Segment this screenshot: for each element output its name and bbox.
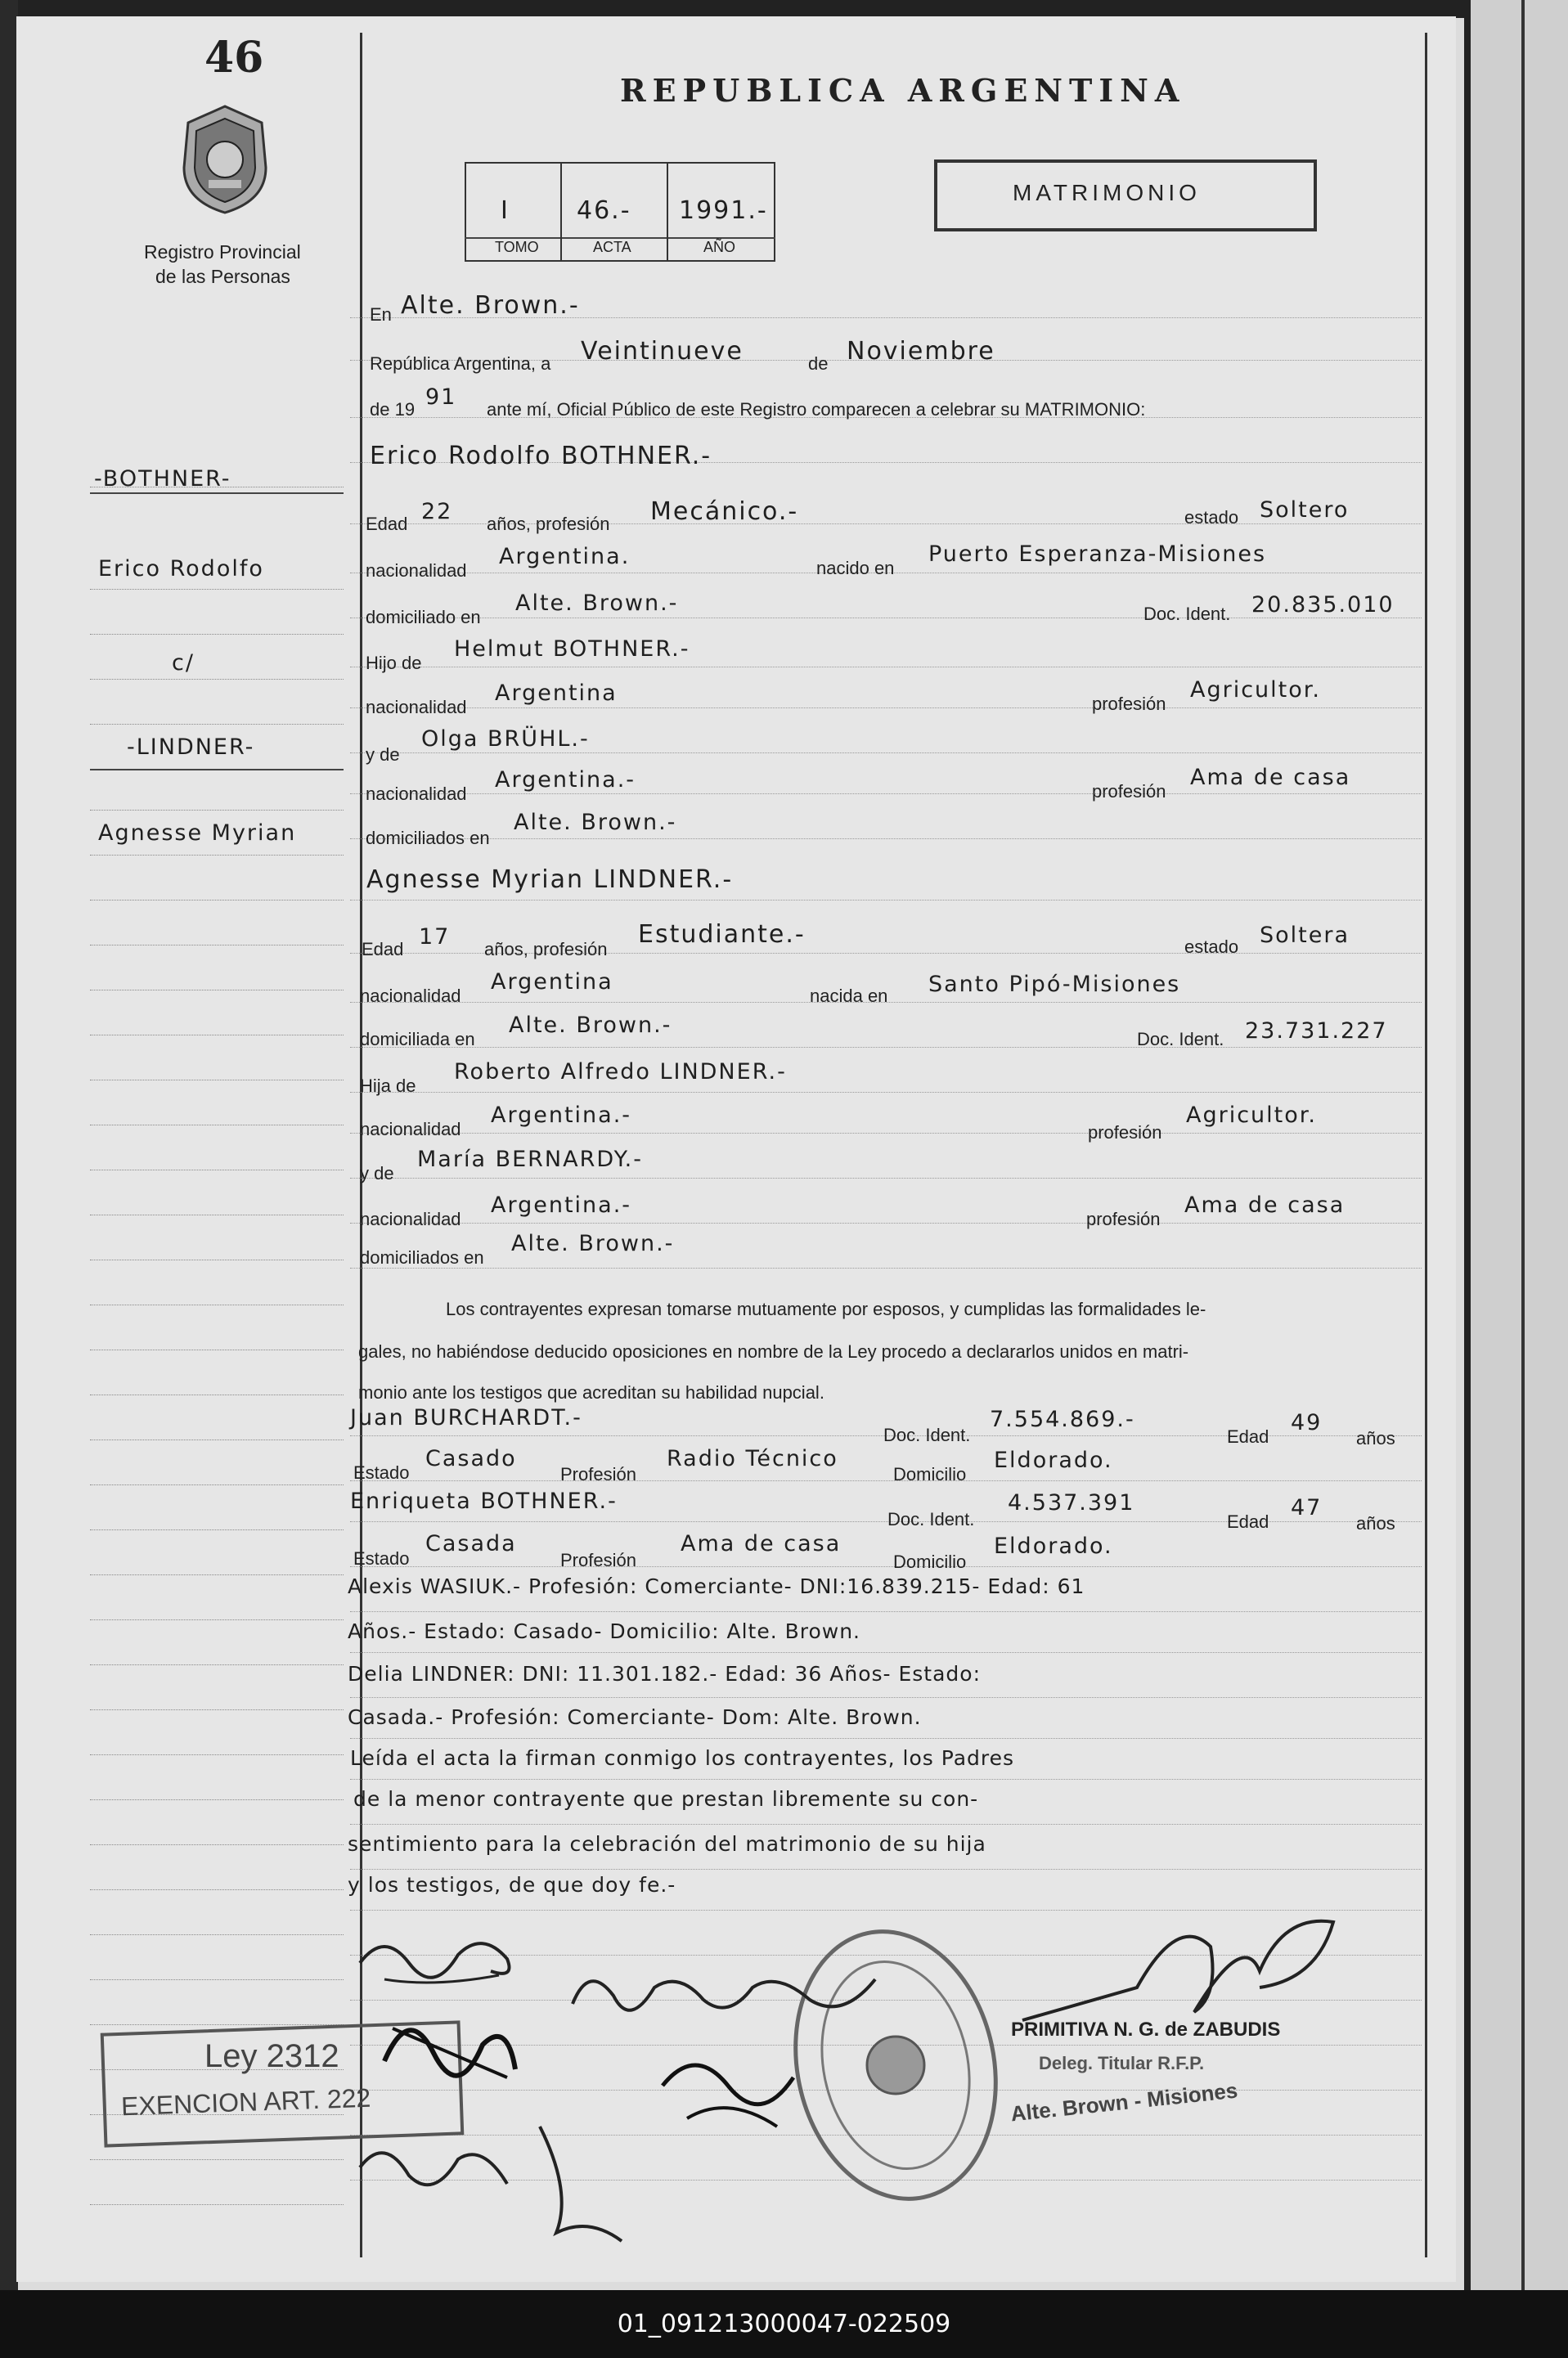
statement-line1: Los contrayentes expresan tomarse mutuamente por esposos, y cumplidas las formalidades le- (446, 1299, 1206, 1319)
anio-label: AÑO (703, 239, 736, 255)
groom-padre-nac-label: nacionalidad (366, 697, 467, 717)
witness1-dom: Eldorado. (994, 1448, 1113, 1473)
stamp-exencion: EXENCION ART. 222 (120, 2082, 371, 2122)
bride-hija-label: Hija de (360, 1076, 416, 1096)
groom-doc: 20.835.010 (1251, 592, 1395, 618)
handwritten-line2: Años.- Estado: Casado- Domicilio: Alte. Brown. (348, 1619, 861, 1643)
handwritten-line5: Leída el acta la firman conmigo los contrayentes, los Padres (350, 1746, 1015, 1770)
groom-padre: Helmut BOTHNER.- (454, 636, 690, 662)
groom-padre-nac: Argentina (495, 680, 618, 706)
groom-edad-label: Edad (366, 514, 408, 534)
margin-solid-line-1 (90, 492, 344, 494)
file-identifier: 01_091213000047-022509 (0, 2290, 1568, 2358)
anio-value: 1991.- (679, 196, 768, 225)
groom-madre-nac-label: nacionalidad (366, 784, 467, 804)
groom-padre-prof-label: profesión (1092, 694, 1166, 714)
handwritten-line4: Casada.- Profesión: Comerciante- Dom: Alte. Brown. (348, 1705, 922, 1729)
page-number: 46 (204, 33, 264, 83)
year-value: 91 (425, 384, 457, 410)
month-value: Noviembre (847, 337, 995, 366)
bride-estado-label: estado (1184, 936, 1239, 957)
bride-nacida-label: nacida en (810, 986, 888, 1006)
signature-official (523, 2110, 638, 2249)
signature-lindner (376, 1996, 523, 2094)
witness2-edad: 47 (1291, 1495, 1323, 1520)
witness2-prof: Ama de casa (681, 1531, 842, 1556)
scan-top-border (0, 0, 1568, 18)
book-binding-line (1521, 0, 1525, 2290)
tomo-label: TOMO (495, 239, 539, 255)
groom-madre-prof: Ama de casa (1190, 765, 1351, 790)
groom-doc-label: Doc. Ident. (1143, 604, 1231, 624)
bride-doc: 23.731.227 (1245, 1018, 1388, 1044)
groom-name: Erico Rodolfo BOTHNER.- (370, 442, 712, 470)
handwritten-line6: de la menor contrayente que prestan libremente su con- (353, 1787, 979, 1811)
groom-dom-label: domiciliado en (366, 607, 481, 627)
witness2-name: Enriqueta BOTHNER.- (350, 1489, 618, 1514)
bride-madre-prof: Ama de casa (1184, 1192, 1346, 1218)
official-stamp-line3: Alte. Brown - Misiones (1009, 2077, 1239, 2127)
witness2-estado: Casada (425, 1531, 517, 1556)
day-value: Veintinueve (581, 337, 744, 366)
provincial-seal-icon (176, 102, 274, 217)
handwritten-line3: Delia LINDNER: DNI: 11.301.182.- Edad: 36 Años- Estado: (348, 1662, 982, 1686)
groom-padre-prof: Agricultor. (1190, 677, 1321, 703)
statement-line2: gales, no habiéndose deducido oposiciones en nombre de la Ley procedo a declararlos unidos en matri- (358, 1341, 1189, 1362)
bride-padre-nac-label: nacionalidad (360, 1119, 461, 1139)
margin-connector: c/ (172, 650, 195, 676)
bride-nacionalidad: Argentina (491, 969, 613, 995)
margin-name-groom: Erico Rodolfo (98, 556, 264, 582)
handwritten-line7: sentimiento para la celebración del matrimonio de su hija (348, 1832, 986, 1856)
groom-madre-nac: Argentina.- (495, 767, 636, 793)
groom-madre: Olga BRÜHL.- (421, 726, 590, 752)
signature-burchardt (564, 1955, 883, 2045)
bride-padre: Roberto Alfredo LINDNER.- (454, 1059, 787, 1085)
witness1-edad: 49 (1291, 1410, 1323, 1435)
acta-label: ACTA (593, 239, 631, 255)
scan-left-border (0, 0, 18, 2290)
bride-padre-nac: Argentina.- (491, 1103, 632, 1128)
groom-hijo-label: Hijo de (366, 653, 422, 673)
margin-name-bride: Agnesse Myrian (98, 820, 297, 846)
signature-bride (352, 2127, 515, 2208)
country-title: REPUBLICA ARGENTINA (620, 72, 1186, 109)
ante-text: ante mí, Oficial Público de este Registro comparecen a celebrar su MATRIMONIO: (487, 399, 1146, 420)
tomo-box-col2 (667, 162, 668, 262)
witness2-doc-label: Doc. Ident. (887, 1509, 975, 1529)
bride-padres-dom: Alte. Brown.- (511, 1231, 675, 1256)
signature-bothner (352, 1914, 532, 1996)
witness2-anos-label: años (1356, 1513, 1395, 1534)
bride-yde-label: y de (360, 1163, 394, 1183)
groom-edad: 22 (421, 499, 453, 524)
de-label: de (808, 353, 829, 374)
witness1-anos-label: años (1356, 1428, 1395, 1448)
signature-registrar (1014, 1898, 1341, 2037)
registry-name-line2: de las Personas (155, 266, 290, 287)
book-binding-edge (1464, 0, 1568, 2290)
bride-name: Agnesse Myrian LINDNER.- (366, 865, 734, 894)
bride-madre-prof-label: profesión (1086, 1209, 1161, 1229)
bride-edad-label: Edad (362, 939, 404, 959)
bride-madre-nac: Argentina.- (491, 1192, 632, 1218)
witness2-doc: 4.537.391 (1008, 1490, 1135, 1516)
bride-nacida: Santo Pipó-Misiones (928, 972, 1181, 997)
bride-dom-label: domiciliada en (360, 1029, 475, 1049)
witness1-prof-label: Profesión (560, 1464, 636, 1484)
signature-witness (654, 2037, 810, 2135)
witness2-dom: Eldorado. (994, 1534, 1113, 1559)
groom-estado: Soltero (1260, 497, 1350, 523)
witness1-doc: 7.554.869.- (990, 1407, 1135, 1432)
witness1-edad-label: Edad (1227, 1426, 1269, 1447)
acta-value: 46.- (577, 196, 631, 225)
bride-anos-prof-label: años, profesión (484, 939, 608, 959)
bride-madre: María BERNARDY.- (417, 1147, 644, 1172)
tomo-value: I (501, 196, 510, 225)
groom-domicilio: Alte. Brown.- (515, 591, 679, 616)
handwritten-line1: Alexis WASIUK.- Profesión: Comerciante- DNI:16.839.215- Edad: 61 (348, 1574, 1085, 1598)
groom-nacido-label: nacido en (816, 558, 895, 578)
witness2-prof-label: Profesión (560, 1550, 636, 1570)
bride-padre-prof: Agricultor. (1186, 1103, 1317, 1128)
bride-doc-label: Doc. Ident. (1137, 1029, 1224, 1049)
bride-estado: Soltera (1260, 923, 1350, 948)
groom-anos-prof-label: años, profesión (487, 514, 610, 534)
groom-padres-dom: Alte. Brown.- (514, 810, 677, 835)
witness2-estado-label: Estado (353, 1548, 410, 1569)
witness1-dom-label: Domicilio (893, 1464, 967, 1484)
de19-label: de 19 (370, 399, 416, 420)
witness2-edad-label: Edad (1227, 1511, 1269, 1532)
groom-madre-prof-label: profesión (1092, 781, 1166, 802)
witness1-name: Juan BURCHARDT.- (350, 1405, 582, 1431)
groom-nacido: Puerto Esperanza-Misiones (928, 541, 1267, 567)
right-border-line (1425, 33, 1427, 2257)
bride-nac-label: nacionalidad (360, 986, 461, 1006)
margin-solid-line-2 (90, 769, 344, 770)
margin-surname-groom: -BOTHNER- (94, 466, 231, 492)
groom-estado-label: estado (1184, 507, 1239, 528)
witness1-prof: Radio Técnico (667, 1446, 838, 1471)
republica-label: República Argentina, a (370, 353, 551, 374)
margin-surname-bride: -LINDNER- (127, 734, 255, 760)
bride-profesion: Estudiante.- (638, 920, 806, 949)
witness1-estado-label: Estado (353, 1462, 410, 1483)
bride-edad: 17 (419, 924, 451, 950)
witness1-doc-label: Doc. Ident. (883, 1425, 971, 1445)
bride-padres-dom-label: domiciliados en (360, 1247, 484, 1268)
place-value: Alte. Brown.- (401, 291, 580, 320)
witness1-estado: Casado (425, 1446, 517, 1471)
groom-padres-dom-label: domiciliados en (366, 828, 490, 848)
handwritten-line8: y los testigos, de que doy fe.- (348, 1873, 676, 1897)
official-stamp-line1: PRIMITIVA N. G. de ZABUDIS (1011, 2019, 1281, 2041)
en-label: En (370, 304, 392, 325)
registry-name: Registro Provincial (144, 241, 301, 263)
stamp-ley: Ley 2312 (204, 2038, 339, 2074)
statement-line3: monio ante los testigos que acreditan su habilidad nupcial. (358, 1382, 824, 1403)
groom-yde-label: y de (366, 744, 400, 765)
witness2-dom-label: Domicilio (893, 1552, 967, 1572)
official-stamp-line2: Deleg. Titular R.F.P. (1039, 2053, 1205, 2073)
tomo-box-col1 (560, 162, 562, 262)
document-type: MATRIMONIO (1013, 180, 1201, 205)
groom-profesion: Mecánico.- (650, 497, 799, 526)
bride-padre-prof-label: profesión (1088, 1122, 1162, 1143)
bride-domicilio: Alte. Brown.- (509, 1013, 672, 1038)
groom-nac-label: nacionalidad (366, 560, 467, 581)
bride-madre-nac-label: nacionalidad (360, 1209, 461, 1229)
groom-nacionalidad: Argentina. (499, 544, 631, 569)
